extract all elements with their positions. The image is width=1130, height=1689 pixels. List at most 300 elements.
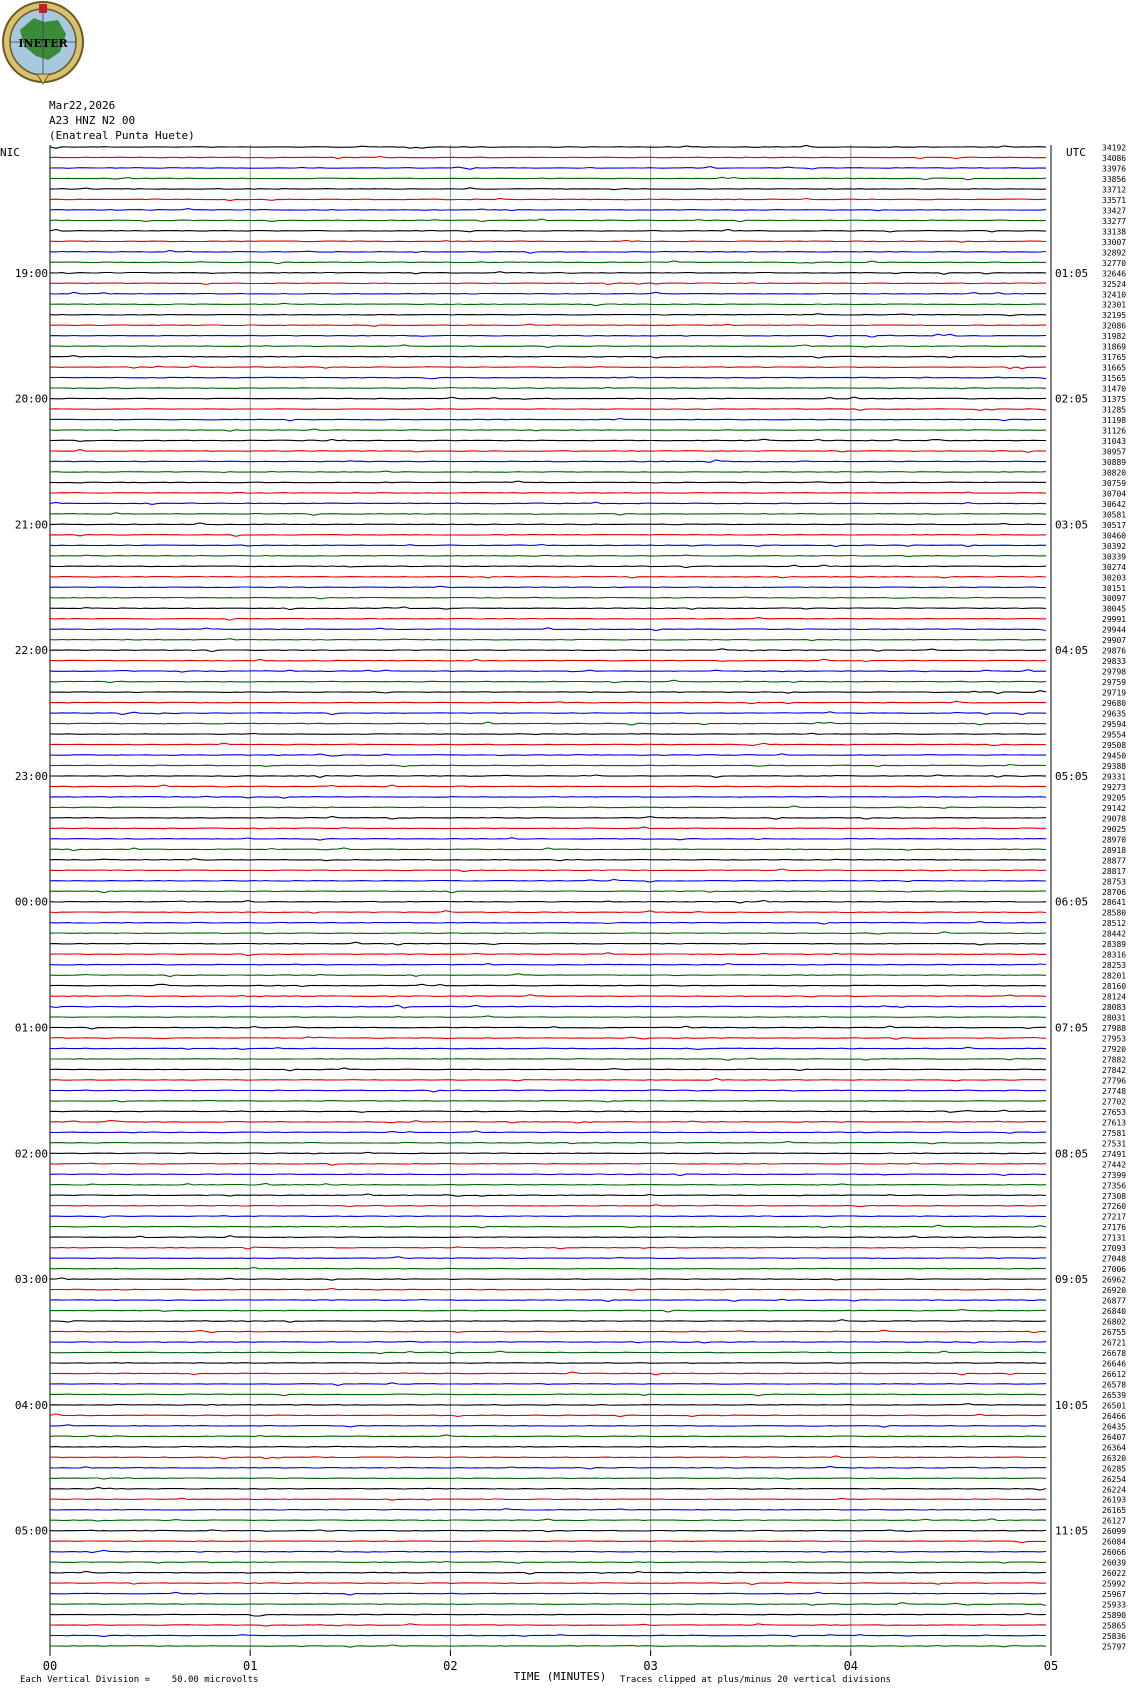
- left-time-label: 21:00: [14, 518, 48, 532]
- trace-60: [50, 775, 1046, 778]
- right-value-label: 32646: [1102, 269, 1127, 279]
- trace-113: [50, 1330, 1046, 1333]
- trace-32: [50, 481, 1046, 483]
- right-value-label: 27988: [1102, 1024, 1127, 1034]
- right-value-label: 28442: [1102, 929, 1127, 939]
- left-time-label: 01:00: [14, 1021, 48, 1035]
- trace-117: [50, 1372, 1046, 1375]
- trace-44: [50, 607, 1046, 610]
- x-tick-label: 04: [843, 1659, 859, 1673]
- right-value-label: 27842: [1102, 1065, 1127, 1075]
- right-value-label: 27131: [1102, 1233, 1127, 1243]
- trace-61: [50, 785, 1046, 787]
- station-label: A23 HNZ N2 00: [49, 114, 136, 127]
- right-value-label: 27048: [1102, 1254, 1127, 1264]
- right-value-label: 29142: [1102, 803, 1127, 813]
- right-value-label: 28918: [1102, 845, 1127, 855]
- chart-labels: [0, 144, 1126, 1684]
- trace-96: [50, 1152, 1046, 1154]
- trace-6: [50, 209, 1046, 211]
- trace-54: [50, 712, 1046, 715]
- trace-31: [50, 471, 1046, 472]
- right-value-label: 30517: [1102, 520, 1127, 530]
- right-value-label: 27882: [1102, 1055, 1127, 1065]
- trace-119: [50, 1394, 1046, 1396]
- trace-79: [50, 974, 1046, 977]
- trace-58: [50, 754, 1046, 756]
- seismic-traces: [50, 146, 1046, 1648]
- trace-69: [50, 869, 1046, 872]
- trace-27: [50, 429, 1046, 431]
- right-value-label: 27748: [1102, 1086, 1127, 1096]
- right-value-label: 26224: [1102, 1485, 1127, 1495]
- right-value-label: 30151: [1102, 583, 1127, 593]
- trace-49: [50, 659, 1046, 661]
- trace-36: [50, 523, 1046, 525]
- scale-note: Each Vertical Division = 50.00 microvolts: [20, 1675, 259, 1685]
- right-value-label: 28706: [1102, 887, 1127, 897]
- trace-29: [50, 450, 1046, 453]
- x-tick-label: 05: [1043, 1659, 1059, 1673]
- right-value-label: 26802: [1102, 1317, 1127, 1327]
- trace-137: [50, 1582, 1046, 1584]
- trace-97: [50, 1163, 1046, 1165]
- right-value-label: 27442: [1102, 1160, 1127, 1170]
- right-value-label: 26407: [1102, 1432, 1127, 1442]
- right-value-label: 27796: [1102, 1076, 1127, 1086]
- right-time-label: 09:05: [1055, 1273, 1089, 1287]
- right-value-label: 33277: [1102, 216, 1127, 226]
- right-value-label: 25890: [1102, 1611, 1127, 1621]
- right-value-label: 27176: [1102, 1223, 1127, 1233]
- right-value-label: 32892: [1102, 248, 1127, 258]
- trace-16: [50, 314, 1046, 316]
- right-value-label: 30045: [1102, 604, 1127, 614]
- trace-21: [50, 366, 1046, 369]
- right-value-label: 29991: [1102, 615, 1127, 625]
- right-value-label: 26612: [1102, 1369, 1127, 1379]
- right-value-label: 30392: [1102, 541, 1127, 551]
- x-tick-label: 01: [242, 1659, 258, 1673]
- trace-42: [50, 586, 1046, 587]
- right-value-label: 25967: [1102, 1590, 1127, 1600]
- right-value-label: 30820: [1102, 468, 1127, 478]
- trace-8: [50, 230, 1046, 232]
- right-time-label: 03:05: [1055, 518, 1089, 532]
- right-value-label: 31470: [1102, 384, 1127, 394]
- x-axis-label: TIME (MINUTES): [513, 1670, 607, 1683]
- trace-57: [50, 743, 1046, 746]
- trace-111: [50, 1310, 1046, 1312]
- right-value-label: 26285: [1102, 1464, 1127, 1474]
- trace-53: [50, 701, 1046, 703]
- right-value-label: 28877: [1102, 856, 1127, 866]
- right-value-label: 26920: [1102, 1286, 1127, 1296]
- right-value-label: 31565: [1102, 374, 1127, 384]
- trace-83: [50, 1016, 1046, 1017]
- right-value-label: 30889: [1102, 457, 1127, 467]
- right-time-label: 08:05: [1055, 1147, 1089, 1161]
- trace-62: [50, 796, 1046, 798]
- trace-89: [50, 1079, 1046, 1081]
- right-value-label: 28160: [1102, 982, 1127, 992]
- trace-87: [50, 1058, 1046, 1060]
- trace-7: [50, 219, 1046, 222]
- right-value-label: 27702: [1102, 1097, 1127, 1107]
- trace-33: [50, 492, 1046, 493]
- trace-64: [50, 817, 1046, 820]
- trace-24: [50, 397, 1046, 399]
- right-value-label: 28753: [1102, 877, 1127, 887]
- right-value-label: 27399: [1102, 1170, 1127, 1180]
- trace-110: [50, 1299, 1046, 1301]
- right-value-label: 31665: [1102, 363, 1127, 373]
- right-value-label: 25797: [1102, 1642, 1127, 1652]
- trace-3: [50, 177, 1046, 180]
- right-value-label: 27217: [1102, 1212, 1127, 1222]
- trace-122: [50, 1425, 1046, 1427]
- right-value-label: 29680: [1102, 699, 1127, 709]
- right-value-label: 26022: [1102, 1569, 1127, 1579]
- right-value-label: 29798: [1102, 667, 1127, 677]
- right-value-label: 30274: [1102, 562, 1127, 572]
- trace-95: [50, 1142, 1046, 1144]
- trace-135: [50, 1562, 1046, 1564]
- trace-15: [50, 303, 1046, 305]
- x-tick-label: 03: [643, 1659, 658, 1673]
- right-value-label: 26840: [1102, 1307, 1127, 1317]
- right-value-label: 33138: [1102, 227, 1127, 237]
- trace-43: [50, 597, 1046, 599]
- trace-81: [50, 995, 1046, 997]
- right-value-label: 29388: [1102, 761, 1127, 771]
- right-value-label: 28253: [1102, 961, 1127, 971]
- right-value-label: 29635: [1102, 709, 1127, 719]
- trace-133: [50, 1541, 1046, 1543]
- right-value-label: 31765: [1102, 353, 1127, 363]
- clip-note: Traces clipped at plus/minus 20 vertical divisions: [620, 1675, 891, 1685]
- right-value-label: 31198: [1102, 416, 1127, 426]
- x-tick-label: 00: [42, 1659, 58, 1673]
- trace-114: [50, 1341, 1046, 1343]
- trace-88: [50, 1068, 1046, 1071]
- trace-140: [50, 1614, 1046, 1617]
- trace-76: [50, 942, 1046, 945]
- trace-138: [50, 1592, 1046, 1595]
- right-value-label: 31285: [1102, 405, 1127, 415]
- trace-18: [50, 334, 1046, 337]
- right-value-label: 26254: [1102, 1474, 1127, 1484]
- trace-85: [50, 1037, 1046, 1039]
- right-value-label: 26646: [1102, 1359, 1127, 1369]
- right-value-label: 29594: [1102, 720, 1127, 730]
- right-value-label: 26099: [1102, 1527, 1127, 1537]
- right-value-label: 26039: [1102, 1558, 1127, 1568]
- trace-2: [50, 167, 1046, 170]
- trace-103: [50, 1225, 1046, 1228]
- right-value-label: 26501: [1102, 1401, 1127, 1411]
- right-value-label: 25933: [1102, 1600, 1127, 1610]
- trace-129: [50, 1498, 1046, 1500]
- right-value-label: 27093: [1102, 1244, 1127, 1254]
- right-value-label: 27613: [1102, 1118, 1127, 1128]
- right-value-label: 26066: [1102, 1548, 1127, 1558]
- left-time-label: 23:00: [14, 769, 48, 783]
- right-value-label: 29508: [1102, 741, 1127, 751]
- right-value-label: 31982: [1102, 332, 1127, 342]
- trace-19: [50, 345, 1046, 348]
- right-value-label: 28201: [1102, 971, 1127, 981]
- right-value-label: 26755: [1102, 1328, 1127, 1338]
- right-value-label: 34086: [1102, 153, 1127, 163]
- trace-109: [50, 1288, 1046, 1290]
- trace-143: [50, 1645, 1046, 1647]
- trace-45: [50, 618, 1046, 621]
- trace-46: [50, 628, 1046, 631]
- right-value-label: 33571: [1102, 195, 1127, 205]
- right-time-label: 01:05: [1055, 266, 1089, 280]
- right-value-label: 31126: [1102, 426, 1127, 436]
- trace-108: [50, 1278, 1046, 1280]
- right-value-label: 27260: [1102, 1202, 1127, 1212]
- trace-63: [50, 806, 1046, 808]
- trace-116: [50, 1363, 1046, 1364]
- right-value-label: 26721: [1102, 1338, 1127, 1348]
- trace-0: [50, 146, 1046, 149]
- right-value-label: 34192: [1102, 143, 1127, 153]
- right-value-label: 33427: [1102, 206, 1127, 216]
- right-value-label: 25865: [1102, 1621, 1127, 1631]
- trace-30: [50, 460, 1046, 462]
- right-value-label: 27581: [1102, 1128, 1127, 1138]
- right-value-label: 27308: [1102, 1191, 1127, 1201]
- left-time-label: 04:00: [14, 1398, 48, 1412]
- trace-17: [50, 324, 1046, 326]
- trace-142: [50, 1635, 1046, 1637]
- trace-34: [50, 502, 1046, 504]
- right-value-label: 30097: [1102, 594, 1127, 604]
- right-value-label: 30581: [1102, 510, 1127, 520]
- trace-10: [50, 251, 1046, 254]
- left-time-label: 00:00: [14, 895, 48, 909]
- right-value-label: 29944: [1102, 625, 1127, 635]
- trace-39: [50, 555, 1046, 557]
- right-value-label: 26127: [1102, 1516, 1127, 1526]
- trace-14: [50, 292, 1046, 294]
- date-label: Mar22,2026: [49, 99, 116, 112]
- trace-125: [50, 1456, 1046, 1459]
- trace-126: [50, 1466, 1046, 1469]
- right-value-label: 29025: [1102, 824, 1127, 834]
- x-tick-label: 02: [443, 1659, 458, 1673]
- site-label: (Enatreal Punta Huete): [49, 129, 195, 142]
- right-value-label: 29876: [1102, 646, 1127, 656]
- trace-118: [50, 1383, 1046, 1386]
- trace-75: [50, 932, 1046, 934]
- right-value-label: 32770: [1102, 258, 1127, 268]
- right-value-label: 28031: [1102, 1013, 1127, 1023]
- trace-77: [50, 953, 1046, 956]
- right-value-label: 32301: [1102, 300, 1127, 310]
- trace-68: [50, 859, 1046, 861]
- trace-26: [50, 419, 1046, 421]
- right-value-label: 26539: [1102, 1390, 1127, 1400]
- trace-91: [50, 1101, 1046, 1102]
- trace-25: [50, 409, 1046, 411]
- left-time-label: 20:00: [14, 392, 48, 406]
- logo-text: INETER: [18, 37, 68, 50]
- right-value-label: 30759: [1102, 478, 1127, 488]
- right-value-label: 29273: [1102, 782, 1127, 792]
- right-value-label: 27953: [1102, 1034, 1127, 1044]
- trace-47: [50, 639, 1046, 641]
- right-value-label: 31869: [1102, 342, 1127, 352]
- right-value-label: 28970: [1102, 835, 1127, 845]
- right-value-label: 29759: [1102, 678, 1127, 688]
- right-value-label: 33712: [1102, 185, 1127, 195]
- trace-50: [50, 670, 1046, 672]
- trace-1: [50, 157, 1046, 159]
- right-value-label: 32524: [1102, 279, 1127, 289]
- trace-73: [50, 911, 1046, 914]
- trace-130: [50, 1509, 1046, 1510]
- right-value-label: 30203: [1102, 573, 1127, 583]
- trace-105: [50, 1247, 1046, 1249]
- left-time-label: 22:00: [14, 644, 48, 658]
- trace-141: [50, 1624, 1046, 1626]
- trace-102: [50, 1216, 1046, 1218]
- right-value-label: 25992: [1102, 1579, 1127, 1589]
- right-time-label: 11:05: [1055, 1524, 1089, 1538]
- right-time-label: 02:05: [1055, 392, 1089, 406]
- trace-106: [50, 1257, 1046, 1259]
- trace-71: [50, 891, 1046, 893]
- trace-123: [50, 1435, 1046, 1437]
- trace-101: [50, 1205, 1046, 1207]
- trace-23: [50, 387, 1046, 389]
- trace-93: [50, 1121, 1046, 1124]
- right-value-label: 26364: [1102, 1443, 1127, 1453]
- right-time-label: 07:05: [1055, 1021, 1089, 1035]
- trace-121: [50, 1414, 1046, 1417]
- right-value-label: 27531: [1102, 1139, 1127, 1149]
- trace-28: [50, 439, 1046, 441]
- minute-grid: [50, 145, 1051, 1656]
- right-value-label: 27491: [1102, 1149, 1127, 1159]
- right-value-label: 26165: [1102, 1506, 1127, 1516]
- trace-70: [50, 879, 1046, 882]
- trace-78: [50, 964, 1046, 966]
- trace-131: [50, 1519, 1046, 1521]
- right-value-label: 26678: [1102, 1348, 1127, 1358]
- trace-40: [50, 565, 1046, 568]
- trace-56: [50, 733, 1046, 734]
- trace-120: [50, 1404, 1046, 1406]
- left-time-label: 19:00: [14, 266, 48, 280]
- left-time-label: 03:00: [14, 1273, 48, 1287]
- trace-94: [50, 1131, 1046, 1133]
- right-value-label: 29078: [1102, 814, 1127, 824]
- right-value-label: 26320: [1102, 1453, 1127, 1463]
- right-value-label: 28316: [1102, 950, 1127, 960]
- right-value-label: 28389: [1102, 940, 1127, 950]
- right-value-label: 29719: [1102, 688, 1127, 698]
- right-value-label: 32195: [1102, 311, 1127, 321]
- right-value-label: 26084: [1102, 1537, 1127, 1547]
- trace-51: [50, 680, 1046, 683]
- right-value-label: 30957: [1102, 447, 1127, 457]
- right-value-label: 29833: [1102, 657, 1127, 667]
- trace-90: [50, 1090, 1046, 1092]
- right-value-label: 31043: [1102, 437, 1127, 447]
- trace-132: [50, 1530, 1046, 1532]
- right-time-label: 10:05: [1055, 1398, 1089, 1412]
- trace-38: [50, 545, 1046, 547]
- right-value-label: 33007: [1102, 237, 1127, 247]
- trace-112: [50, 1320, 1046, 1323]
- trace-92: [50, 1110, 1046, 1112]
- right-value-label: 32410: [1102, 290, 1127, 300]
- trace-99: [50, 1184, 1046, 1186]
- trace-13: [50, 283, 1046, 285]
- trace-72: [50, 901, 1046, 904]
- right-value-label: 33856: [1102, 174, 1127, 184]
- right-value-label: 26578: [1102, 1380, 1127, 1390]
- trace-65: [50, 827, 1046, 829]
- right-value-label: 28083: [1102, 1003, 1127, 1013]
- trace-35: [50, 513, 1046, 516]
- trace-100: [50, 1194, 1046, 1196]
- right-value-label: 26466: [1102, 1411, 1127, 1421]
- right-time-label: 06:05: [1055, 895, 1089, 909]
- trace-52: [50, 691, 1046, 694]
- right-value-label: 26435: [1102, 1422, 1127, 1432]
- right-time-label: 04:05: [1055, 644, 1089, 658]
- left-tz-label: NIC: [0, 146, 20, 159]
- trace-66: [50, 838, 1046, 840]
- right-tz-label: UTC: [1066, 146, 1086, 159]
- right-value-label: 29554: [1102, 730, 1127, 740]
- trace-104: [50, 1236, 1046, 1238]
- right-value-label: 29331: [1102, 772, 1127, 782]
- right-value-label: 28124: [1102, 992, 1127, 1002]
- right-value-label: 28641: [1102, 898, 1127, 908]
- left-time-label: 02:00: [14, 1147, 48, 1161]
- right-value-label: 26193: [1102, 1495, 1127, 1505]
- right-value-label: 33976: [1102, 164, 1127, 174]
- right-value-label: 30642: [1102, 499, 1127, 509]
- trace-136: [50, 1571, 1046, 1574]
- right-value-label: 30339: [1102, 552, 1127, 562]
- trace-80: [50, 984, 1046, 986]
- trace-12: [50, 272, 1046, 275]
- trace-9: [50, 240, 1046, 242]
- trace-67: [50, 848, 1046, 851]
- right-value-label: 27356: [1102, 1181, 1127, 1191]
- trace-124: [50, 1446, 1046, 1447]
- right-value-label: 27920: [1102, 1044, 1127, 1054]
- trace-37: [50, 534, 1046, 536]
- trace-86: [50, 1047, 1046, 1049]
- trace-115: [50, 1351, 1046, 1354]
- trace-41: [50, 577, 1046, 579]
- right-value-label: 29205: [1102, 793, 1127, 803]
- trace-139: [50, 1603, 1046, 1606]
- right-value-label: 25836: [1102, 1632, 1127, 1642]
- trace-82: [50, 1005, 1046, 1008]
- right-value-label: 31375: [1102, 395, 1127, 405]
- trace-127: [50, 1478, 1046, 1479]
